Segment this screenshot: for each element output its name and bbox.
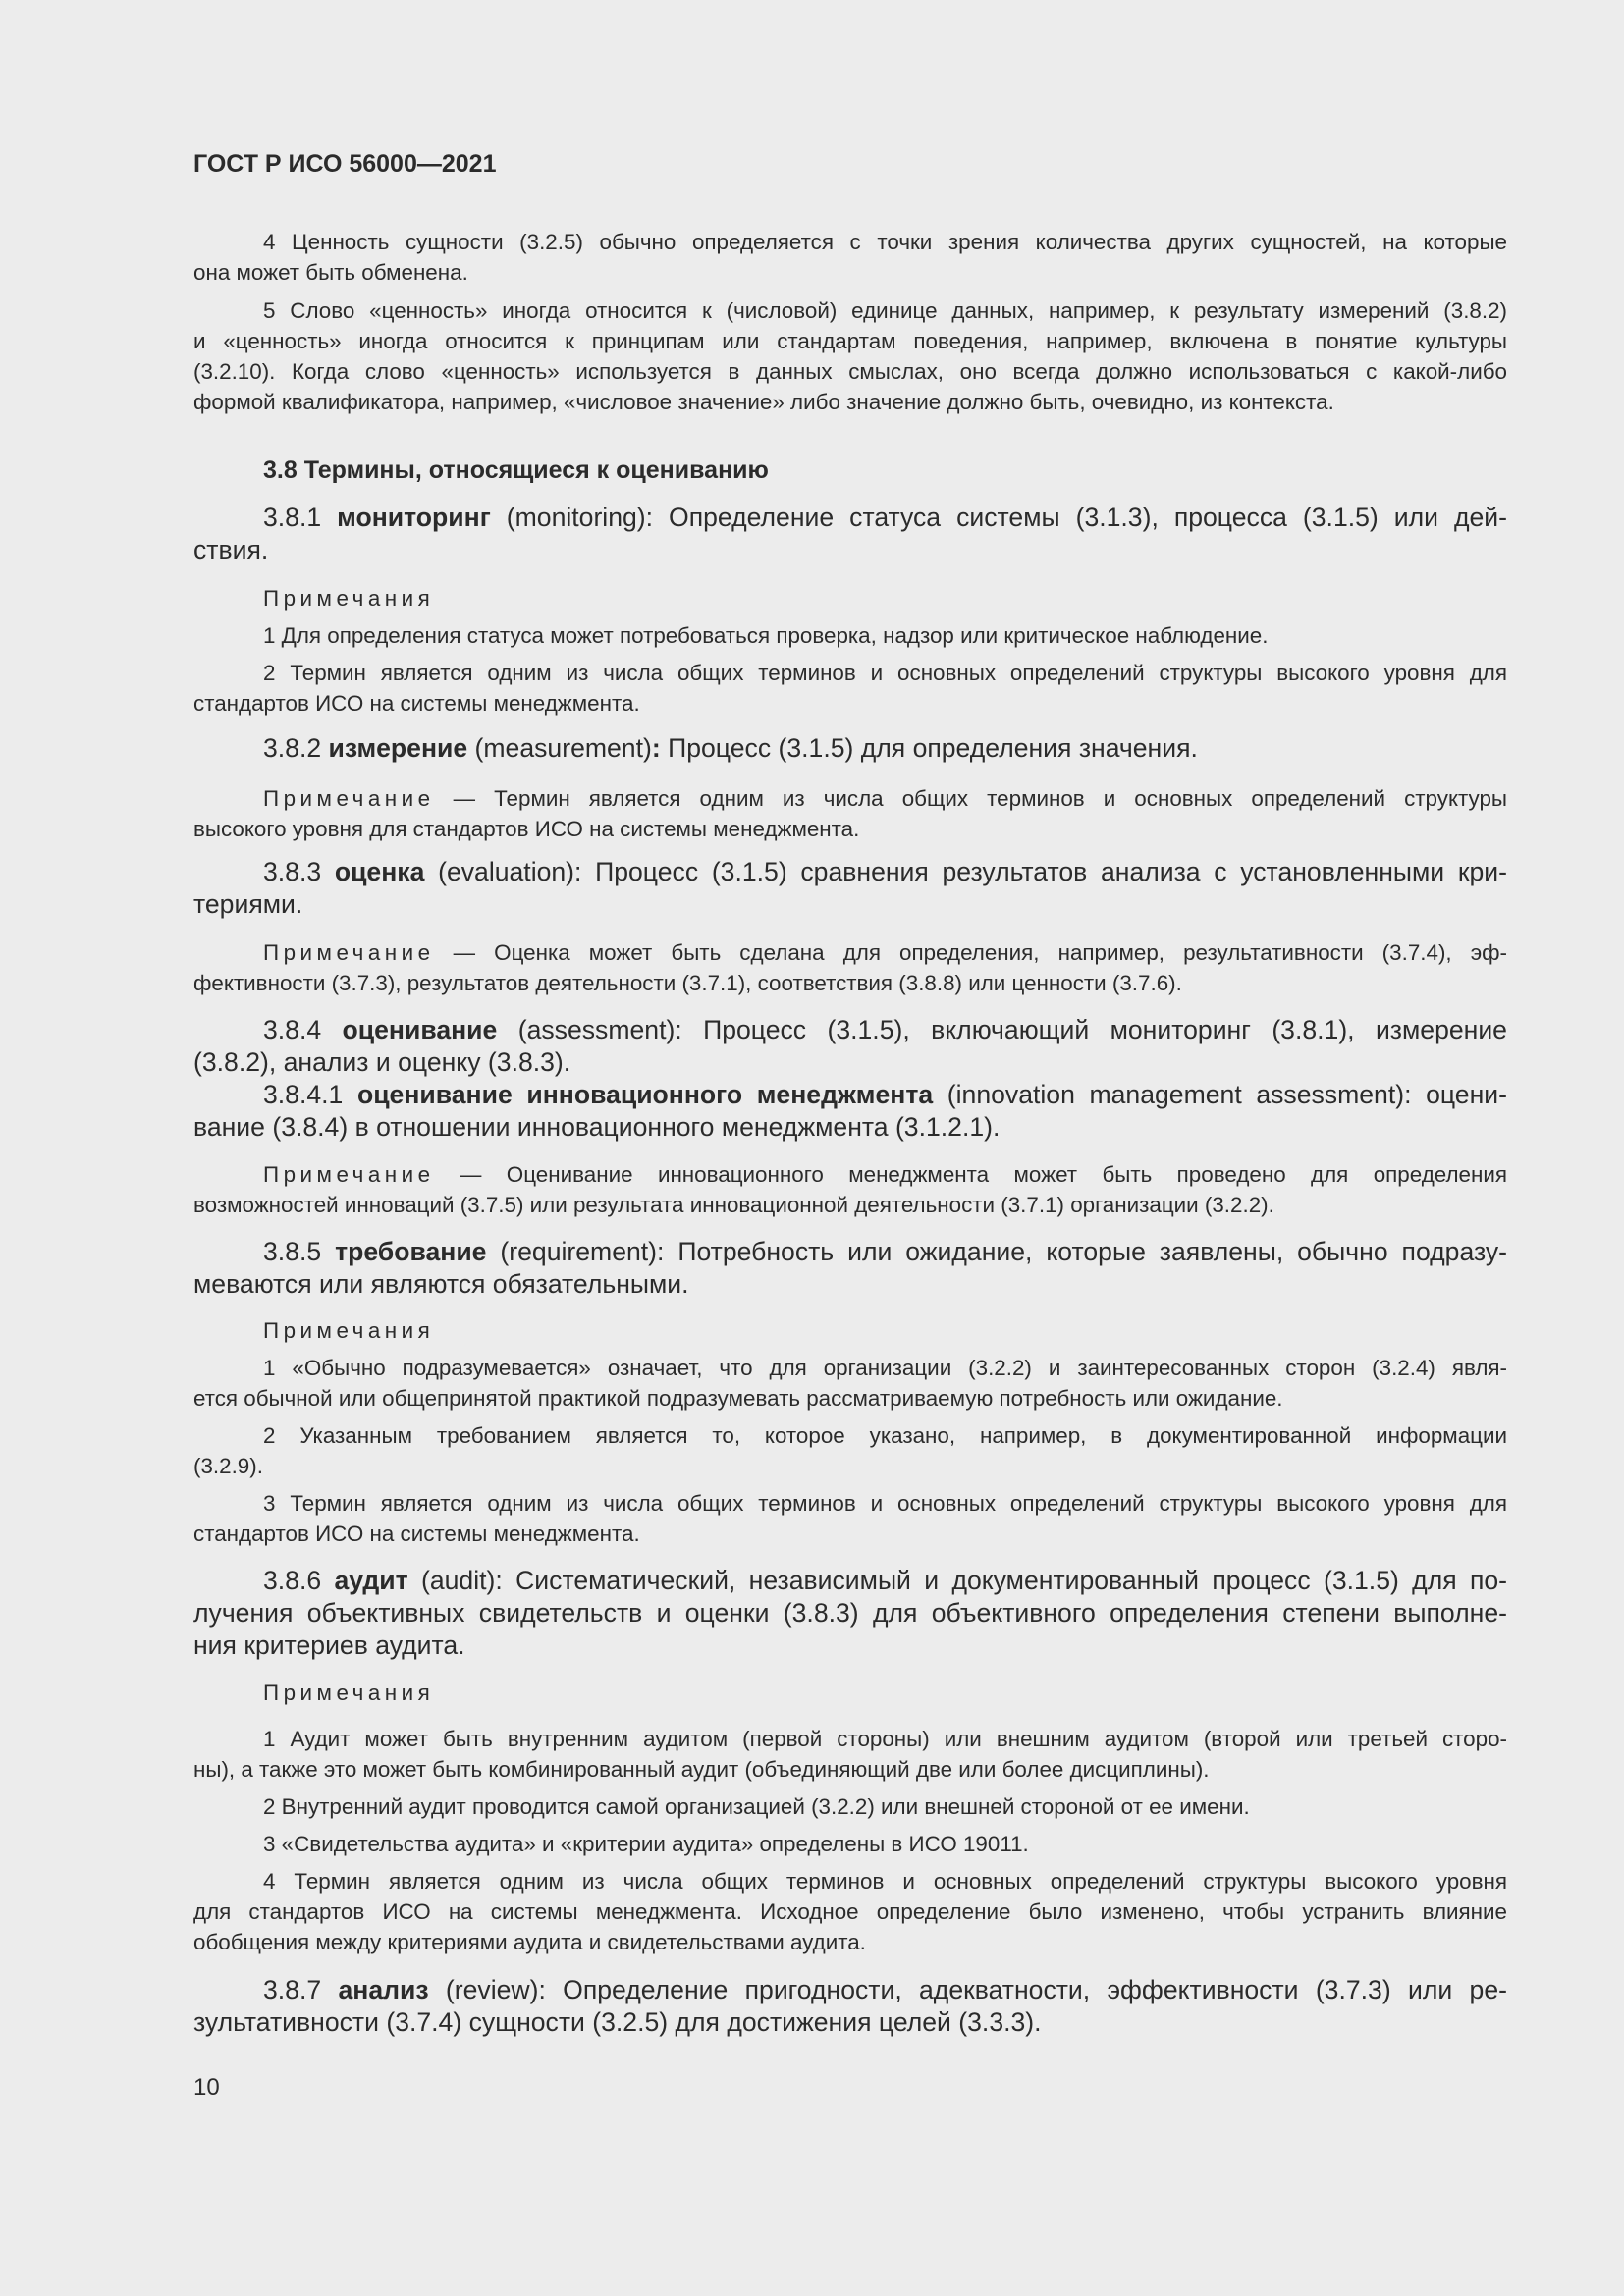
notes-label: Примечания <box>263 1681 435 1705</box>
term-number: 3.8.2 <box>263 733 329 763</box>
term-name: оценивание инновационного менеджмента <box>356 1080 934 1109</box>
text-line: ны), а также это может быть комбинированный аудит (объединяющий две или более дисциплины). <box>193 1757 1210 1782</box>
term-name: оценивание <box>342 1015 498 1044</box>
text-line: 4 Термин является одним из числа общих терминов и основных определений структуры высокого уровня <box>263 1869 1507 1894</box>
page-number: 10 <box>193 2074 220 2101</box>
text-line: 1 Для определения статуса может потребоваться проверка, надзор или критическое наблюдение. <box>263 623 1269 648</box>
text-line: стандартов ИСО на системы менеджмента. <box>193 1522 640 1546</box>
term-definition: (requirement): Потребность или ожидание, которые заявлены, обычно подразу- <box>486 1237 1507 1266</box>
term-line: меваются или являются обязательными. <box>193 1269 689 1299</box>
note-label: Примечание <box>263 940 435 965</box>
term-number: 3.8.6 <box>263 1566 335 1595</box>
intro-note-5 <box>193 295 1507 417</box>
term-3-8-5 <box>193 1236 1507 1301</box>
text-line: стандартов ИСО на системы менеджмента. <box>193 691 640 716</box>
term-definition: (monitoring): Определение статуса системы (3.1.3), процесса (3.1.5) или дей- <box>490 503 1507 532</box>
term-line: вание (3.8.4) в отношении инновационного менеджмента (3.1.2.1). <box>193 1112 1001 1142</box>
text-line: формой квалификатора, например, «числовое значение» либо значение должно быть, очевидно, из контекста. <box>193 390 1334 414</box>
text-line: и «ценность» иногда относится к принципам или стандартам поведения, например, включена в понятие культуры <box>193 329 1507 353</box>
term-definition: (evaluation): Процесс (3.1.5) сравнения результатов анализа с установленными кри- <box>424 857 1507 886</box>
note-text: — Термин является одним из числа общих терминов и основных определений структуры <box>434 786 1507 811</box>
text-line: 1 «Обычно подразумевается» означает, что для организации (3.2.2) и заинтересованных сторон (3.2.4) явля- <box>263 1356 1507 1380</box>
text-line: обобщения между критериями аудита и свидетельствами аудита. <box>193 1930 866 1954</box>
term-definition: (innovation management assessment): оцени- <box>933 1080 1507 1109</box>
note-text: — Оценка может быть сделана для определения, например, результативности (3.7.4), эф- <box>434 940 1507 965</box>
text-line: 3 «Свидетельства аудита» и «критерии аудита» определены в ИСО 19011. <box>263 1832 1029 1856</box>
note <box>193 1159 1507 1220</box>
term-number: 3.8.5 <box>263 1237 336 1266</box>
note <box>193 658 1507 719</box>
text-line: 2 Внутренний аудит проводится самой организацией (3.2.2) или внешней стороной от ее имени. <box>263 1794 1250 1819</box>
term-3-8-6 <box>193 1565 1507 1662</box>
notes-label: Примечания <box>263 1318 435 1343</box>
note <box>193 1866 1507 1957</box>
note <box>193 620 1507 651</box>
term-number: 3.8.7 <box>263 1975 339 2004</box>
section-title: 3.8 Термины, относящиеся к оцениванию <box>263 456 769 484</box>
text-line: ется обычной или общепринятой практикой подразумевать рассматриваемую потребность или ожидание. <box>193 1386 1283 1411</box>
term-line <box>193 1565 1507 1597</box>
term-line <box>193 1014 1507 1046</box>
text-line: высокого уровня для стандартов ИСО на системы менеджмента. <box>193 817 860 841</box>
term-3-8-7 <box>193 1974 1507 2039</box>
term-name: аудит <box>334 1566 408 1595</box>
text-line: 3 Термин является одним из числа общих терминов и основных определений структуры высокого уровня для <box>263 1491 1507 1516</box>
term-line: териями. <box>193 889 303 919</box>
term-definition: Процесс (3.1.5) для определения значения. <box>660 733 1198 763</box>
term-line: (3.8.2), анализ и оценку (3.8.3). <box>193 1047 571 1077</box>
text-line: она может быть обменена. <box>193 260 468 285</box>
term-line <box>193 502 1507 534</box>
term-number: 3.8.4.1 <box>263 1080 357 1109</box>
term-3-8-1 <box>193 502 1507 566</box>
note <box>193 1724 1507 1785</box>
term-number: 3.8.1 <box>263 503 338 532</box>
term-3-8-2 <box>193 732 1507 765</box>
term-number: 3.8.4 <box>263 1015 343 1044</box>
notes-label: Примечания <box>263 586 435 611</box>
term-name: требование <box>335 1237 487 1266</box>
document-header: ГОСТ Р ИСО 56000—2021 <box>193 150 497 178</box>
note-text: — Оценивание инновационного менеджмента может быть проведено для определения <box>434 1162 1507 1187</box>
term-definition: (assessment): Процесс (3.1.5), включающий мониторинг (3.8.1), измерение <box>497 1015 1507 1044</box>
intro-note-4 <box>193 227 1507 288</box>
text-line: фективности (3.7.3), результатов деятельности (3.7.1), соответствия (3.8.8) или ценности (3.7.6). <box>193 971 1182 995</box>
term-name: оценка <box>334 857 425 886</box>
note <box>193 1791 1507 1822</box>
term-line <box>193 732 1507 765</box>
term-line <box>193 1974 1507 2006</box>
term-3-8-3 <box>193 856 1507 921</box>
note <box>193 783 1507 844</box>
note <box>193 1488 1507 1549</box>
term-name: анализ <box>338 1975 429 2004</box>
text-line: 4 Ценность сущности (3.2.5) обычно определяется с точки зрения количества других сущностей, на которые <box>263 230 1507 254</box>
note <box>193 1829 1507 1859</box>
text-line: для стандартов ИСО на системы менеджмента. Исходное определение было изменено, чтобы устранить влияние <box>193 1899 1507 1924</box>
note-label: Примечание <box>263 786 435 811</box>
text-line: 1 Аудит может быть внутренним аудитом (первой стороны) или внешним аудитом (второй или третьей сторо- <box>263 1727 1507 1751</box>
text-line: (3.2.10). Когда слово «ценность» используется в данных смыслах, оно всегда должно использоваться с какой-либо <box>193 359 1507 384</box>
term-line: ствия. <box>193 535 269 564</box>
text-line <box>193 1159 1507 1190</box>
text-line <box>193 937 1507 968</box>
term-english: (measurement) <box>467 733 652 763</box>
term-line <box>193 1236 1507 1268</box>
note <box>193 1353 1507 1414</box>
term-line <box>193 1079 1507 1111</box>
term-number: 3.8.3 <box>263 857 335 886</box>
term-3-8-4-1 <box>193 1079 1507 1144</box>
term-3-8-4 <box>193 1014 1507 1079</box>
text-line: возможностей инноваций (3.7.5) или результата инновационной деятельности (3.7.1) организации (3.2.2). <box>193 1193 1274 1217</box>
text-line <box>193 783 1507 814</box>
term-line: ния критериев аудита. <box>193 1630 465 1660</box>
term-line: зультативности (3.7.4) сущности (3.2.5) для достижения целей (3.3.3). <box>193 2007 1042 2037</box>
text-line: (3.2.9). <box>193 1454 263 1478</box>
note-label: Примечание <box>263 1162 435 1187</box>
text-line: 5 Слово «ценность» иногда относится к (числовой) единице данных, например, к результату измерений (3.8.2) <box>263 298 1507 323</box>
note <box>193 1420 1507 1481</box>
text-line: 2 Указанным требованием является то, которое указано, например, в документированной информации <box>263 1423 1507 1448</box>
term-name: мониторинг <box>337 503 491 532</box>
term-definition: (audit): Систематический, независимый и документированный процесс (3.1.5) для по- <box>407 1566 1507 1595</box>
note <box>193 937 1507 998</box>
term-name: измерение <box>328 733 468 763</box>
term-line <box>193 856 1507 888</box>
term-line: лучения объективных свидетельств и оценки (3.8.3) для объективного определения степени выполне- <box>193 1598 1507 1628</box>
term-definition: (review): Определение пригодности, адекватности, эффективности (3.7.3) или ре- <box>428 1975 1507 2004</box>
text-line: 2 Термин является одним из числа общих терминов и основных определений структуры высокого уровня для <box>263 661 1507 685</box>
term-colon: : <box>651 733 661 763</box>
